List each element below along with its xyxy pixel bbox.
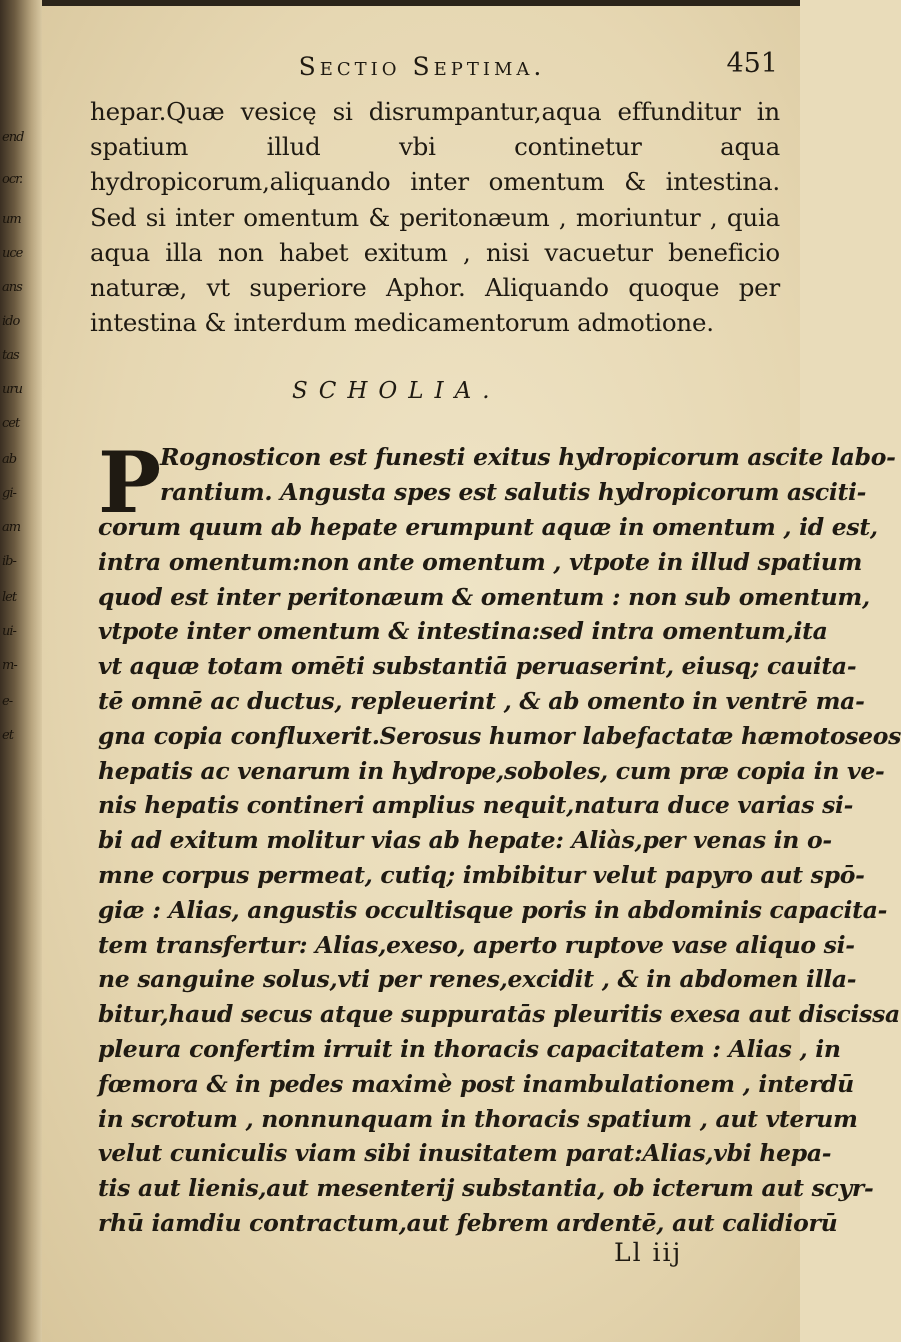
running-head: Sectio Septima. bbox=[298, 52, 546, 81]
scholia-line: pleura confertim irruit in thoracis capacitatem : Alias , in bbox=[98, 1034, 841, 1063]
scholia-line: tis aut lienis,aut mesenterij substantia, ob icterum aut scyr- bbox=[98, 1174, 874, 1203]
gutter-fragment: m- bbox=[2, 658, 17, 673]
gutter-fragment: e- bbox=[2, 694, 13, 709]
gutter-fragment: ido bbox=[2, 314, 20, 329]
gutter-fragment: cet bbox=[2, 416, 20, 431]
gutter-fragment: uru bbox=[2, 382, 22, 397]
signature-mark: Ll iij bbox=[614, 1238, 683, 1267]
scholia-line: Rognosticon est funesti exitus hydropicorum ascite labo- bbox=[160, 443, 896, 471]
scholia-line: bitur,haud secus atque suppuratās pleuritis exesa aut discissa bbox=[98, 1000, 900, 1029]
scholia-line: in scrotum , nonnunquam in thoracis spatium , aut vterum bbox=[98, 1104, 858, 1133]
gutter-fragment: tas bbox=[2, 348, 19, 363]
scholia-line: corum quum ab hepate erumpunt aquæ in omentum , id est, bbox=[98, 513, 878, 541]
scholia-line: tē omnē ac ductus, repleuerint , & ab omento in ventrē ma- bbox=[98, 686, 865, 715]
scholia-line: fœmora & in pedes maximè post inambulationem , interdū bbox=[98, 1069, 854, 1098]
aphorism-paragraph: hepar.Quæ vesicę si disrumpantur,aqua effunditur in spatium illud vbi continetur aqua hydropicorum,aliquando inter omentum & intestina. Sed si inter omentum & peritonæum , moriuntur , quia aqua illa non habet exitum , nisi vacuetur beneficio naturæ, vt superiore Aphor. Aliquando quoque per intestina & interdum medicamentorum admotione. bbox=[90, 97, 780, 338]
scholia-line: tem transfertur: Alias,exeso, aperto ruptove vase aliquo si- bbox=[98, 930, 855, 959]
gutter-fragment: um bbox=[2, 212, 21, 227]
gutter-fragment: ab bbox=[2, 452, 17, 467]
scholia-line: intra omentum:non ante omentum , vtpote in illud spatium bbox=[98, 547, 863, 576]
gutter-fragment: let bbox=[2, 590, 17, 605]
gutter-fragment: uce bbox=[2, 246, 23, 261]
scholia-line: hepatis ac venarum in hydrope,soboles, cum præ copia in ve- bbox=[98, 756, 885, 785]
scholia-line: rantium. Angusta spes est salutis hydropicorum asciti- bbox=[160, 477, 867, 506]
scholia-line: gna copia confluxerit.Serosus humor labefactatæ hæmotoseos bbox=[98, 721, 901, 750]
scholia-opening-lines bbox=[160, 440, 896, 510]
scholia-line: vtpote inter omentum & intestina:sed intra omentum,ita bbox=[98, 617, 828, 646]
page-number: 451 bbox=[726, 48, 778, 79]
scholia-line: bi ad exitum molitur vias ab hepate: Aliàs,per venas in o- bbox=[98, 826, 832, 855]
gutter-fragment: et bbox=[2, 728, 13, 743]
scholia-line: rhū iamdiu contractum,aut febrem ardentē, aut calidiorū bbox=[98, 1208, 838, 1237]
scholia-line: mne corpus permeat, cutiq; imbibitur velut papyro aut spō- bbox=[98, 860, 865, 889]
scholia-line: velut cuniculis viam sibi inusitatem parat:Alias,vbi hepa- bbox=[98, 1139, 832, 1168]
scholia-line: ne sanguine solus,vti per renes,excidit , & in abdomen illa- bbox=[98, 965, 857, 994]
gutter-fragment: end bbox=[2, 130, 24, 145]
scholia-body bbox=[98, 510, 901, 1241]
gutter-fragment: ans bbox=[2, 280, 22, 295]
scholia-line: nis hepatis contineri amplius nequit,natura duce varias si- bbox=[98, 791, 854, 820]
scholia-line: giæ : Alias, angustis occultisque poris in abdominis capacita- bbox=[98, 895, 888, 924]
scholia-line: vt aquæ totam omēti substantiā peruaserint, eiusq; cauita- bbox=[98, 652, 857, 681]
gutter-fragment: ib- bbox=[2, 554, 16, 569]
drop-cap-initial: P bbox=[98, 433, 162, 532]
gutter-fragment: ocr. bbox=[2, 172, 23, 187]
gutter-shadow bbox=[0, 0, 42, 1342]
gutter-fragment: ui- bbox=[2, 624, 16, 639]
scholia-heading: SCHOLIA. bbox=[292, 378, 501, 404]
gutter-fragment: gi- bbox=[2, 486, 16, 501]
book-page bbox=[42, 0, 901, 1342]
scholia-line: quod est inter peritonæum & omentum : non sub omentum, bbox=[98, 582, 870, 611]
top-edge-band bbox=[42, 0, 800, 6]
gutter-fragment: am bbox=[2, 520, 21, 535]
